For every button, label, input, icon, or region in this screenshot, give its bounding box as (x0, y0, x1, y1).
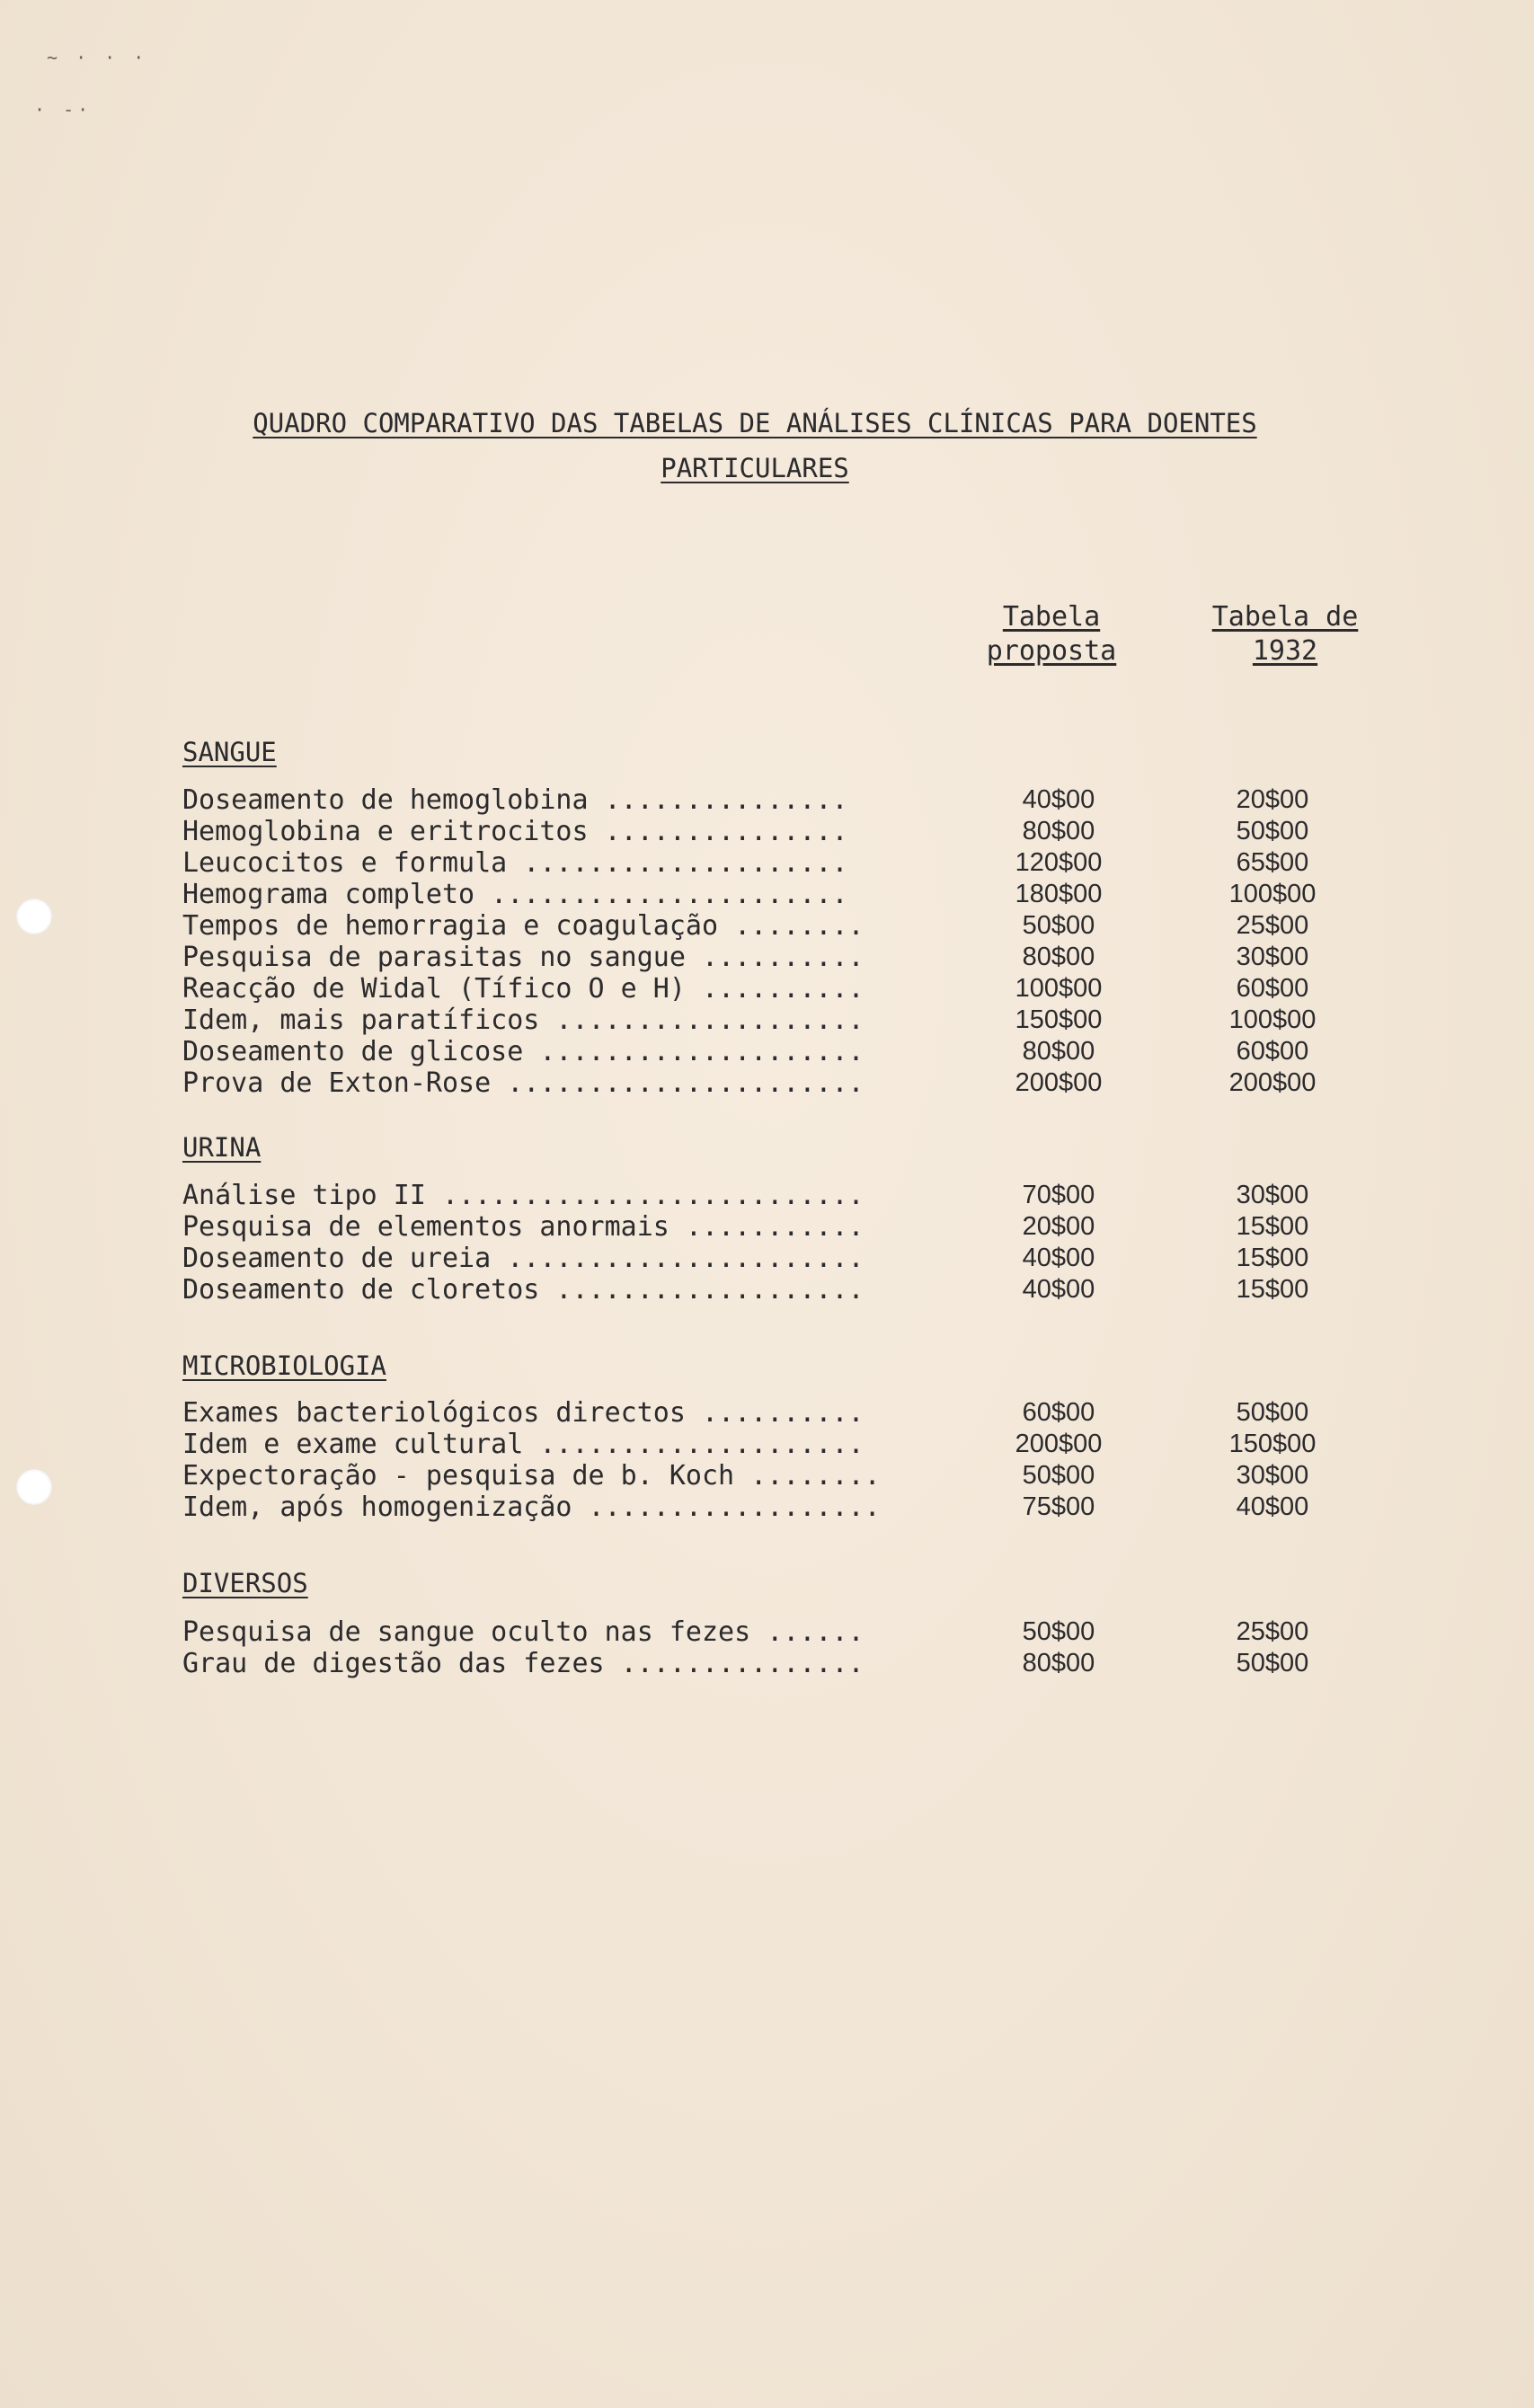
row-label: Exames bacteriológicos directos .......... (182, 1397, 865, 1429)
price-1932: 15$00 (1236, 1212, 1309, 1241)
price-1932: 30$00 (1236, 1461, 1309, 1490)
table-row (182, 1243, 1351, 1274)
price-1932: 30$00 (1236, 943, 1309, 971)
row-label: Hemoglobina e eritrocitos ............... (182, 816, 848, 847)
table-row (182, 973, 1351, 1005)
price-proposta: 50$00 (1022, 1461, 1095, 1490)
ink-smudge: · -· (34, 99, 93, 120)
section-title-urina: URINA (182, 1132, 262, 1163)
row-label: Doseamento de ureia ...................... (182, 1243, 865, 1274)
price-1932: 200$00 (1228, 1068, 1317, 1097)
price-1932: 65$00 (1236, 848, 1309, 877)
section-title-diversos: DIVERSOS (182, 1568, 308, 1598)
price-proposta: 40$00 (1022, 1275, 1095, 1304)
row-label: Pesquisa de sangue oculto nas fezes ...... (182, 1616, 865, 1648)
title-line-1: QUADRO COMPARATIVO DAS TABELAS DE ANÁLISES CLÍNICAS PARA DOENTES (253, 408, 1257, 438)
table-row (182, 847, 1351, 879)
price-1932: 15$00 (1236, 1275, 1309, 1304)
price-proposta: 80$00 (1022, 1649, 1095, 1678)
row-label: Pesquisa de parasitas no sangue .......... (182, 942, 865, 973)
table-row (182, 1180, 1351, 1211)
table-row (182, 1005, 1351, 1036)
section-title-microbiologia: MICROBIOLOGIA (182, 1350, 386, 1381)
section-microbiologia-rows (182, 1397, 1351, 1523)
price-proposta: 40$00 (1022, 1244, 1095, 1272)
table-row (182, 1460, 1351, 1492)
row-label: Pesquisa de elementos anormais ........... (182, 1211, 865, 1243)
price-proposta: 75$00 (1022, 1492, 1095, 1521)
punch-hole-top (16, 899, 52, 934)
section-sangue-rows (182, 784, 1351, 1099)
table-row (182, 1067, 1351, 1099)
price-1932: 60$00 (1236, 1037, 1309, 1066)
price-proposta: 70$00 (1022, 1181, 1095, 1209)
row-label: Expectoração - pesquisa de b. Koch ........ (182, 1460, 881, 1492)
price-1932: 100$00 (1228, 1005, 1317, 1034)
price-proposta: 80$00 (1022, 817, 1095, 845)
row-label: Hemograma completo ...................... (182, 879, 848, 910)
section-urina-rows (182, 1180, 1351, 1306)
price-1932: 15$00 (1236, 1244, 1309, 1272)
price-1932: 25$00 (1236, 1617, 1309, 1646)
price-proposta: 20$00 (1022, 1212, 1095, 1241)
table-row (182, 1492, 1351, 1523)
table-row (182, 816, 1351, 847)
price-1932: 30$00 (1236, 1181, 1309, 1209)
price-1932: 40$00 (1236, 1492, 1309, 1521)
price-proposta: 40$00 (1022, 785, 1095, 814)
column-header-proposta (975, 600, 1128, 668)
column-header-1932 (1204, 600, 1366, 668)
price-proposta: 60$00 (1022, 1398, 1095, 1427)
row-label: Grau de digestão das fezes ............... (182, 1648, 865, 1679)
section-diversos-rows (182, 1616, 1351, 1679)
table-row (182, 1616, 1351, 1648)
row-label: Doseamento de hemoglobina ............... (182, 784, 848, 816)
price-1932: 20$00 (1236, 785, 1309, 814)
price-proposta: 50$00 (1022, 1617, 1095, 1646)
price-1932: 60$00 (1236, 974, 1309, 1003)
column-header-proposta-line1: Tabela (1002, 601, 1101, 633)
price-proposta: 180$00 (1015, 880, 1103, 908)
price-1932: 100$00 (1228, 880, 1317, 908)
table-row (182, 1211, 1351, 1243)
table-row (182, 1648, 1351, 1679)
price-proposta: 100$00 (1015, 974, 1103, 1003)
row-label: Tempos de hemorragia e coagulação ........ (182, 910, 865, 942)
row-label: Idem, após homogenização .................. (182, 1492, 881, 1523)
price-1932: 150$00 (1228, 1430, 1317, 1458)
table-row (182, 1397, 1351, 1429)
table-row (182, 1036, 1351, 1067)
price-1932: 50$00 (1236, 1398, 1309, 1427)
row-label: Doseamento de cloretos ................... (182, 1274, 865, 1306)
price-proposta: 80$00 (1022, 943, 1095, 971)
table-row (182, 879, 1351, 910)
table-row (182, 784, 1351, 816)
price-1932: 50$00 (1236, 817, 1309, 845)
table-row (182, 1429, 1351, 1460)
price-proposta: 80$00 (1022, 1037, 1095, 1066)
row-label: Leucocitos e formula .................... (182, 847, 848, 879)
table-row (182, 1274, 1351, 1306)
price-proposta: 150$00 (1015, 1005, 1103, 1034)
row-label: Idem e exame cultural .................... (182, 1429, 865, 1460)
price-1932: 50$00 (1236, 1649, 1309, 1678)
table-row (182, 910, 1351, 942)
table-row (182, 942, 1351, 973)
row-label: Idem, mais paratíficos ................... (182, 1005, 865, 1036)
price-proposta: 200$00 (1015, 1068, 1103, 1097)
punch-hole-bottom (16, 1469, 52, 1505)
row-label: Análise tipo II .......................... (182, 1180, 865, 1211)
document-title (184, 401, 1326, 491)
row-label: Doseamento de glicose .................... (182, 1036, 865, 1067)
column-header-1932-line1: Tabela de (1211, 601, 1359, 633)
price-proposta: 50$00 (1022, 911, 1095, 940)
row-label: Reacção de Widal (Tífico O e H) .......... (182, 973, 865, 1005)
title-line-2: PARTICULARES (661, 453, 849, 483)
section-title-sangue: SANGUE (182, 737, 277, 767)
row-label: Prova de Exton-Rose ...................... (182, 1067, 865, 1099)
ink-smudge: ~ · · · (47, 47, 148, 68)
column-header-proposta-line2: proposta (986, 635, 1117, 667)
price-1932: 25$00 (1236, 911, 1309, 940)
price-proposta: 120$00 (1015, 848, 1103, 877)
column-header-1932-line2: 1932 (1252, 635, 1318, 667)
price-proposta: 200$00 (1015, 1430, 1103, 1458)
